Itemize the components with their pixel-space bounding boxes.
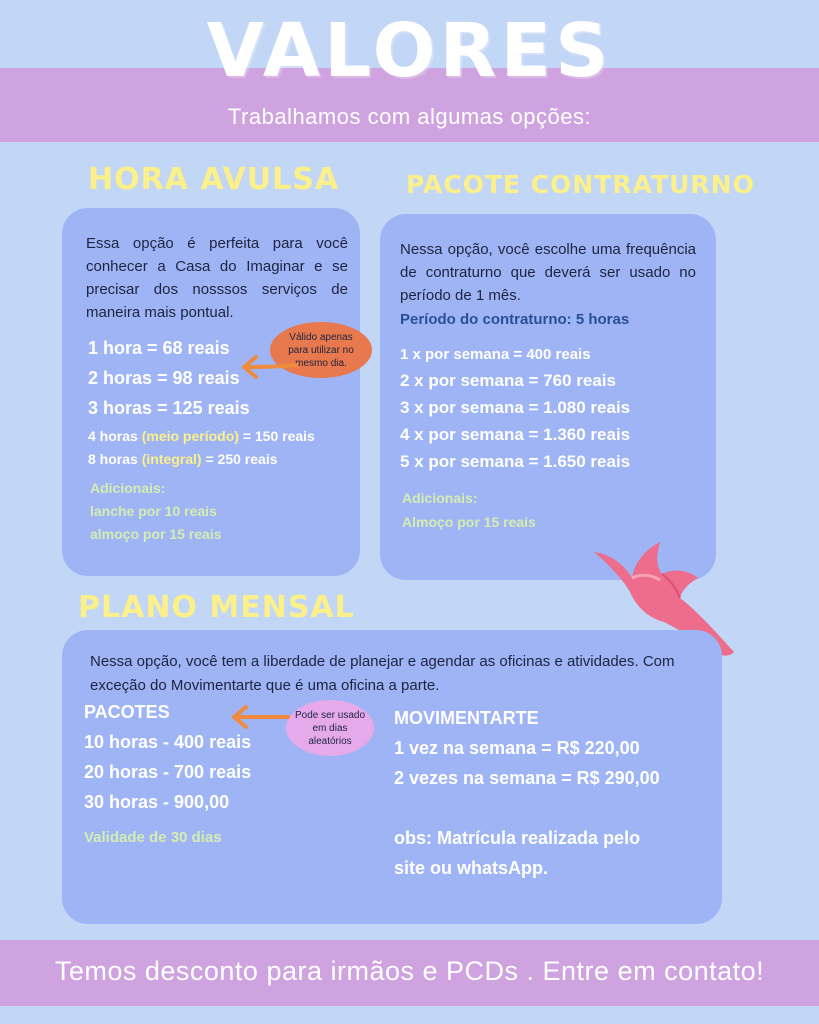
price-suffix: = 150 reais: [238, 428, 315, 444]
pacote-contraturno-price: 4 x por semana = 1.360 reais: [400, 425, 631, 444]
hora-avulsa-extras-label: Adicionais:: [90, 480, 166, 496]
hora-avulsa-price-4h: [88, 428, 315, 444]
pacote-contraturno-period: Período do contraturno: 5 horas: [400, 311, 630, 328]
hora-avulsa-price: 1 hora = 68 reais: [88, 338, 230, 358]
plano-mensal-validade: Validade de 30 dias: [84, 829, 222, 846]
movimentarte-label: MOVIMENTARTE: [394, 708, 539, 728]
hora-avulsa-description: Essa opção é perfeita para você conhecer a Casa do Imaginar e se precisar dos nosssos serviços de maneira mais pontual.: [86, 235, 348, 321]
hora-avulsa-extra: lanche por 10 reais: [90, 503, 217, 519]
hora-avulsa-price: 2 horas = 98 reais: [88, 368, 240, 388]
plano-mensal-pacote: 30 horas - 900,00: [84, 792, 230, 812]
price-highlight: (meio período): [141, 428, 239, 444]
plano-mensal-obs: site ou whatsApp.: [394, 858, 549, 878]
price-suffix: = 250 reais: [201, 451, 278, 467]
pacote-contraturno-price: 1 x por semana = 400 reais: [400, 346, 591, 363]
plano-mensal-note-bubble: Pode ser usado em dias aleatórios: [286, 700, 374, 756]
price-highlight: (integral): [141, 451, 202, 467]
pacote-contraturno-description: Nessa opção, você escolhe uma frequência de contraturno que deverá ser usado no período de 1 mês.: [400, 241, 696, 304]
price-prefix: 4 horas: [88, 428, 142, 444]
price-prefix: 8 horas: [88, 451, 142, 467]
arrow-left-icon: [228, 704, 290, 730]
page-subtitle: Trabalhamos com algumas opções:: [227, 104, 592, 129]
plano-mensal-pacote: 10 horas - 400 reais: [84, 732, 252, 752]
plano-mensal-pacotes-label: PACOTES: [84, 702, 170, 722]
hora-avulsa-title: HORA AVULSA: [88, 162, 340, 197]
movimentarte-price: 1 vez na semana = R$ 220,00: [394, 738, 640, 758]
movimentarte-price: 2 vezes na semana = R$ 290,00: [394, 768, 660, 788]
hora-avulsa-card: [62, 208, 360, 576]
pacote-contraturno-price: 5 x por semana = 1.650 reais: [400, 452, 631, 471]
pacote-contraturno-card: [380, 214, 716, 580]
plano-mensal-description: Nessa opção, você tem a liberdade de planejar e agendar as oficinas e atividades. Com exceção do Movimentarte que é uma oficina a parte.: [90, 653, 675, 694]
pacote-contraturno-title: PACOTE CONTRATURNO: [406, 170, 755, 199]
hora-avulsa-price-8h: [88, 451, 278, 467]
hora-avulsa-extra: almoço por 15 reais: [90, 526, 222, 542]
hora-avulsa-price: 3 horas = 125 reais: [88, 398, 250, 418]
plano-mensal-pacote: 20 horas - 700 reais: [84, 762, 252, 782]
pacote-contraturno-price: 3 x por semana = 1.080 reais: [400, 398, 631, 417]
pacote-contraturno-extras-label: Adicionais:: [402, 490, 478, 506]
footer-text: Temos desconto para irmãos e PCDs . Entre em contato!: [54, 956, 765, 986]
plano-mensal-title: PLANO MENSAL: [78, 590, 355, 625]
plano-mensal-obs: obs: Matrícula realizada pelo: [394, 828, 641, 848]
hora-avulsa-note-bubble: Válido apenas para utilizar no mesmo dia.: [270, 322, 372, 378]
pacote-contraturno-extra: Almoço por 15 reais: [402, 514, 536, 530]
page-title: VALORES: [206, 8, 613, 94]
pacote-contraturno-price: 2 x por semana = 760 reais: [400, 371, 616, 390]
plano-mensal-card: [62, 630, 722, 924]
arrow-left-icon: [238, 354, 298, 380]
